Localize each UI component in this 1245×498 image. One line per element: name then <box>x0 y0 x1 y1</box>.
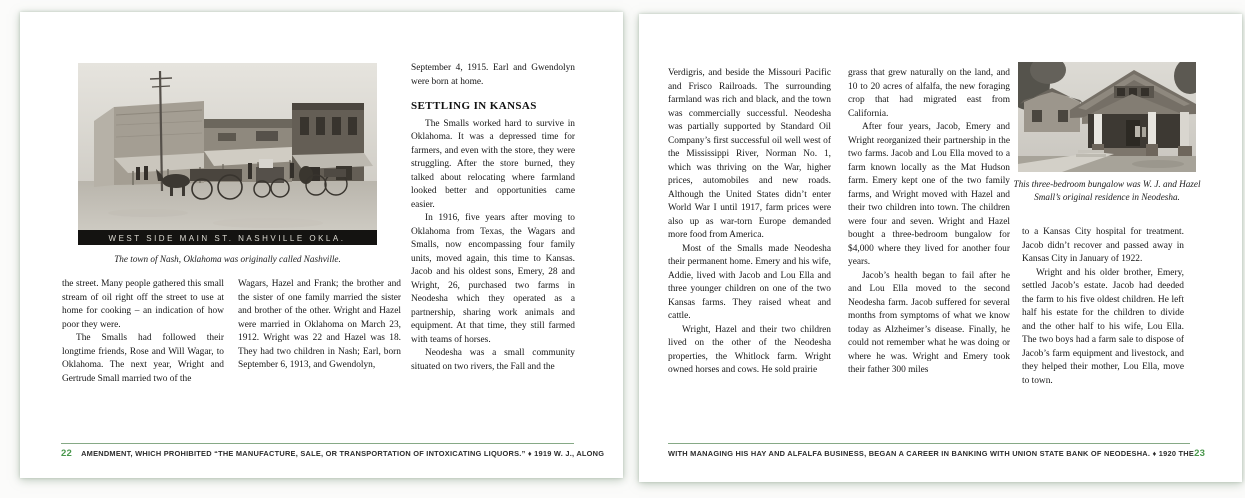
page-number: 23 <box>1194 448 1206 459</box>
paragraph: September 4, 1915. Earl and Gwendolyn were born at home. <box>411 63 575 87</box>
right-footer <box>668 448 1206 459</box>
paragraph: the street. Many people gathered this small stream of oil right off the street to use at home for cooking – an indication of how poor they were. <box>62 279 224 330</box>
page-number: 22 <box>61 448 73 459</box>
bungalow-illustration <box>1018 62 1196 172</box>
right-page-column-3 <box>1022 226 1184 388</box>
paragraph: Jacob’s health began to fail after he and Lou Ella moved to the second Neodesha farm. Jacob suffered for several months from symptoms of what we know today as Alzheimer’s disease. Finally, he could not remember what he was doing or where he was. Wright and Emery took their father 300 miles <box>848 270 1010 375</box>
footer-rule <box>61 443 574 444</box>
footer-text: WITH MANAGING HIS HAY AND ALFALFA BUSINESS, BEGAN A CAREER IN BANKING WITH UNION STATE BANK OF NEODESHA. ♦ 1920 THE <box>668 449 1195 458</box>
photo-banner <box>78 230 377 245</box>
photo-banner-text: WEST SIDE MAIN ST. NASHVILLE OKLA. <box>108 234 346 243</box>
paragraph: After four years, Jacob, Emery and Wright reorganized their partnership in the two farms. Jacob and Lou Ella moved to a farm known locally as the Mat Hudson farm. Emery kept one of the two family farms, and Wright moved with Hazel and their two children into town. The children were four and seven. Wright and Hazel bought a three-bedroom bungalow for $4,000 where they lived for another four years. <box>848 122 1010 267</box>
nash-photo-caption: The town of Nash, Oklahoma was originally called Nashville. <box>114 254 341 264</box>
paragraph: Wright and his older brother, Emery, settled Jacob’s estate. Jacob had deeded the farm to his five oldest children. He left half his estate for the children to divide and the other half to his wife, Lou Ella. The two boys had a farm sale to dispose of Jacob’s farm equipment and livestock, and they helped their mother, Lou Ella, move to town. <box>1022 267 1184 386</box>
paragraph: grass that grew naturally on the land, and 10 to 20 acres of alfalfa, the new foraging crop that had migrated east from California. <box>848 68 1010 119</box>
footer-rule <box>668 443 1190 444</box>
paragraph: The Smalls worked hard to survive in Oklahoma. It was a depressed time for farmers, and even with the store, they were struggling. After the store burned, they talked about relocating where farmland looked better and opportunities came easier. <box>411 118 575 210</box>
section-heading: SETTLING IN KANSAS <box>411 100 537 112</box>
paragraph: Neodesha was a small community situated on two rivers, the Fall and the <box>411 348 575 372</box>
left-page <box>20 12 623 478</box>
bungalow-photo-caption: This three-bedroom bungalow was W. J. and Hazel Small’s original residence in Neodesha. <box>1013 179 1201 202</box>
paragraph: Verdigris, and beside the Missouri Pacific and Frisco Railroads. The surrounding farmland was rich and black, and the town was commercially successful. Neodesha was partially supported by Standard Oil Company’s first successful oil well west of the Mississippi River, Norman No. 1, which was thriving on the War, higher prices, automobiles and new roads. Although the United States didn’t enter World War I until 1917, farm prices were also up as war-torn Europe demanded more food from America. <box>668 68 831 240</box>
left-page-column-2 <box>238 278 401 373</box>
bungalow-photo <box>1018 62 1196 172</box>
paragraph: to a Kansas City hospital for treatment. Jacob didn’t recover and passed away in Kansas City in January of 1922. <box>1022 227 1184 264</box>
right-page-column-2 <box>848 67 1010 378</box>
paragraph: In 1916, five years after moving to Oklahoma from Texas, the Wagars and Smalls, now encompassing four family units, moved again, this time to Kansas. Jacob and his oldest sons, Emery, 28 and Wright, 26, purchased two farms in Neodesha which they operated as a partnership, sharing work animals and equipment. At that time, they still farmed with teams of horses. <box>411 213 575 345</box>
right-page <box>639 14 1242 482</box>
paragraph: Wagars, Hazel and Frank; the brother and the sister of one family married the sister and brother of the other. Wright and Hazel were married in Oklahoma on March 23, 1912. Wright was 22 and Hazel was 18. They had two children in Nash; Earl, born September 6, 1913, and Gwendolyn, <box>238 279 401 370</box>
nash-street-photo <box>78 63 377 245</box>
street-scene-illustration <box>78 63 377 245</box>
left-footer <box>61 448 605 459</box>
left-page-column-1 <box>62 278 224 386</box>
paragraph: Wright, Hazel and their two children lived on the other of the Neodesha properties, the Whitlock farm. Wright owned horses and cows. He sold prairie <box>668 324 831 375</box>
footer-text: AMENDMENT, WHICH PROHIBITED “THE MANUFACTURE, SALE, OR TRANSPORTATION OF INTOXICATING LIQUORS.” ♦ 1919 W. J., ALONG <box>81 449 605 458</box>
paragraph: Most of the Smalls made Neodesha their permanent home. Emery and his wife, Addie, lived with Jacob and Lou Ella and three younger children on one of the two Kansas farms. They raised wheat and cattle. <box>668 243 831 321</box>
left-page-column-3 <box>411 62 575 374</box>
right-page-column-1 <box>668 67 831 378</box>
paragraph: The Smalls had followed their longtime friends, Rose and Will Wagar, to Oklahoma. The next year, Wright and Gertrude Small married two of the <box>62 333 224 384</box>
